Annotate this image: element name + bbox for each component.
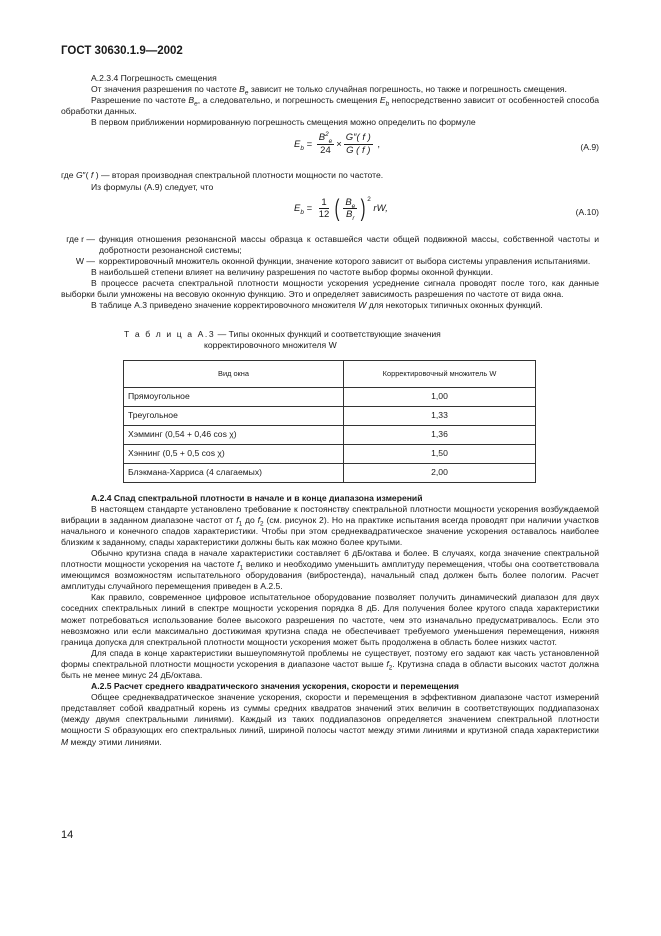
window-name-cell: Блэкмана-Харриса (4 слагаемых) — [124, 463, 344, 482]
column-header: Вид окна — [124, 360, 344, 387]
subsection-heading: A.2.3.4 Погрешность смещения — [91, 73, 217, 83]
paragraph: В таблице A.3 приведено значение корректировочного множителя W для некоторых типичных оконных функций. — [91, 300, 543, 311]
table-row — [124, 406, 536, 425]
document-body — [61, 73, 599, 748]
paragraph: В настоящем стандарте установлено требование к постоянству спектральной плотности мощности ускорения возбуждаемой вибрации в заданном диапазоне частот от $f_1$ до $f_2$ (см. рисунок 2). Но на практике испытания всегда проводят при наличии участков начального и конечного спадов характеристики. Чтобы при этом среднеквадратическое значение ускорения оставалось наиболее близким к заданному, спады характеристики должны быть как можно более крутыми. — [61, 503, 599, 547]
window-functions-table — [123, 360, 536, 483]
table-row — [124, 444, 536, 463]
table-caption-text-2: корректировочного множителя W — [204, 340, 337, 351]
definition-list — [61, 234, 599, 267]
table-row — [124, 463, 536, 482]
definition-text: функция отношения резонансной массы образца к оставшейся части общей подвижной массы, собственной частоты и добротности резонансной системы; — [99, 233, 599, 255]
paragraph: В первом приближении нормированную погрешность смещения можно определить по формуле — [91, 117, 476, 128]
definition-term: W — — [75, 255, 95, 266]
formula-a10 — [61, 193, 599, 233]
factor-value-cell: 1,36 — [344, 425, 536, 444]
formula-a9 — [61, 128, 599, 170]
factor-value-cell: 1,00 — [344, 387, 536, 406]
section-title: A.2.4 Спад спектральной плотности в начале и в конце диапазона измерений — [91, 492, 423, 503]
table-header-row — [124, 360, 536, 387]
paragraph: В процессе расчета спектральной плотности мощности ускорения усреднение сигнала проводят после того, как данные выборки были умножены на весовую оконную функцию. Это и определяет зависимость разрешения по частоте от вида окна. — [61, 278, 599, 300]
formula-a10-number: (A.10) — [575, 206, 599, 217]
page-header: ГОСТ 30630.1.9—2002 — [61, 45, 183, 57]
paragraph: где G″( f ) — вторая производная спектральной плотности мощности по частоте. — [61, 170, 384, 181]
formula-a9-body: $E_b$ = $\frac{B^2_e}{24}$ × $\frac{G''( f )}{G ( f )}$ , — [294, 131, 381, 156]
factor-value-cell: 1,50 — [344, 444, 536, 463]
table-caption — [124, 329, 599, 351]
paragraph: Из формулы (A.9) следует, что — [91, 181, 214, 192]
factor-value-cell: 1,33 — [344, 406, 536, 425]
column-header: Корректировочный множитель W — [344, 360, 536, 387]
table-caption-label: Т а б л и ц а A.3 — [124, 329, 216, 340]
factor-value-cell: 2,00 — [344, 463, 536, 482]
definition-text: корректировочный множитель оконной функции, значение которого зависит от выбора системы управления испытаниями. — [99, 255, 591, 266]
window-name-cell: Хэннинг (0,5 + 0,5 cos χ) — [124, 444, 344, 463]
section-title: A.2.5 Расчет среднего квадратического значения ускорения, скорости и перемещения — [91, 681, 459, 692]
table-row — [124, 425, 536, 444]
formula-a9-number: (A.9) — [580, 142, 599, 153]
page-number: 14 — [61, 829, 74, 841]
table-caption-text: — Типы оконных функций и соответствующие значения — [215, 329, 441, 340]
paragraph: Для спада в конце характеристики вышеупомянутой проблемы не существует, поэтому его задают как часть установленной формы спектральной плотности мощности ускорения в диапазоне частот выше $f_2$. Крутизна спада в области высоких частот должна быть не менее минус 24 дБ/октава. — [61, 647, 600, 680]
window-name-cell: Треугольное — [124, 406, 344, 425]
formula-a10-body: $E_b$ = $\frac{1}{12}$ ( $\frac{B_e}{B_r}$ ) 2 rW, — [294, 194, 388, 222]
paragraph: От значения разрешения по частоте $B_e$ зависит не только случайная погрешность, но также и погрешность смещения. — [91, 84, 567, 97]
paragraph: В наибольшей степени влияет на величину разрешения по частоте выбор формы оконной функции. — [91, 266, 493, 277]
window-name-cell: Хэмминг (0,54 + 0,46 cos χ) — [124, 425, 344, 444]
paragraph: Как правило, современное цифровое испытательное оборудование позволяет получить динамический диапазон для двух соседних спектральных линий в спектре мощности ускорения порядка 8 дБ. Для получения более крутого спада характеристики может потребоваться использование более высокого разрешения по частоте, чем это изначально предусматривалось. Если это невозможно или если максимально достижимая крутизна спада не обеспечивает требуемого уменьшения перемещения, нижняя граница допуска для спектральной плотности мощности ускорения может быть продолжена в область более низких частот. — [61, 592, 599, 647]
window-name-cell: Прямоугольное — [124, 387, 344, 406]
paragraph: Обычно крутизна спада в начале характеристики составляет 6 дБ/октава и более. В случаях, когда значение спектральной плотности мощности ускорения на частоте $f_1$ велико и необходимо уменьшить амплитуду перемещения, чтобы она соответствовала имеющимся возможностям испытательного оборудования (вибростенда), начальный спад должен быть более пологим. Расчет амплитуды случайного перемещения приведен в A.2.5. — [61, 547, 600, 592]
table-row — [124, 387, 536, 406]
definition-term: где r — — [66, 233, 95, 244]
paragraph: Общее среднеквадратическое значение ускорения, скорости и перемещения в эффективном диапазоне частот измерений представляет собой квадратный корень из суммы средних квадратов значений этих величин в соответствующих поддиапазонах (между двумя спектральными линиями). Каждый из таких поддиапазонов определяется значением спектральной плотности мощности S образующих его спектральных линий, шириной полосы частот между этими линиями и крутизной спада характеристики M между этими линиями. — [61, 692, 599, 747]
paragraph: Разрешение по частоте $B_e$, а следовательно, и погрешность смещения $E_b$ непосредственно зависит от особенностей способа обработки данных. — [61, 95, 600, 117]
